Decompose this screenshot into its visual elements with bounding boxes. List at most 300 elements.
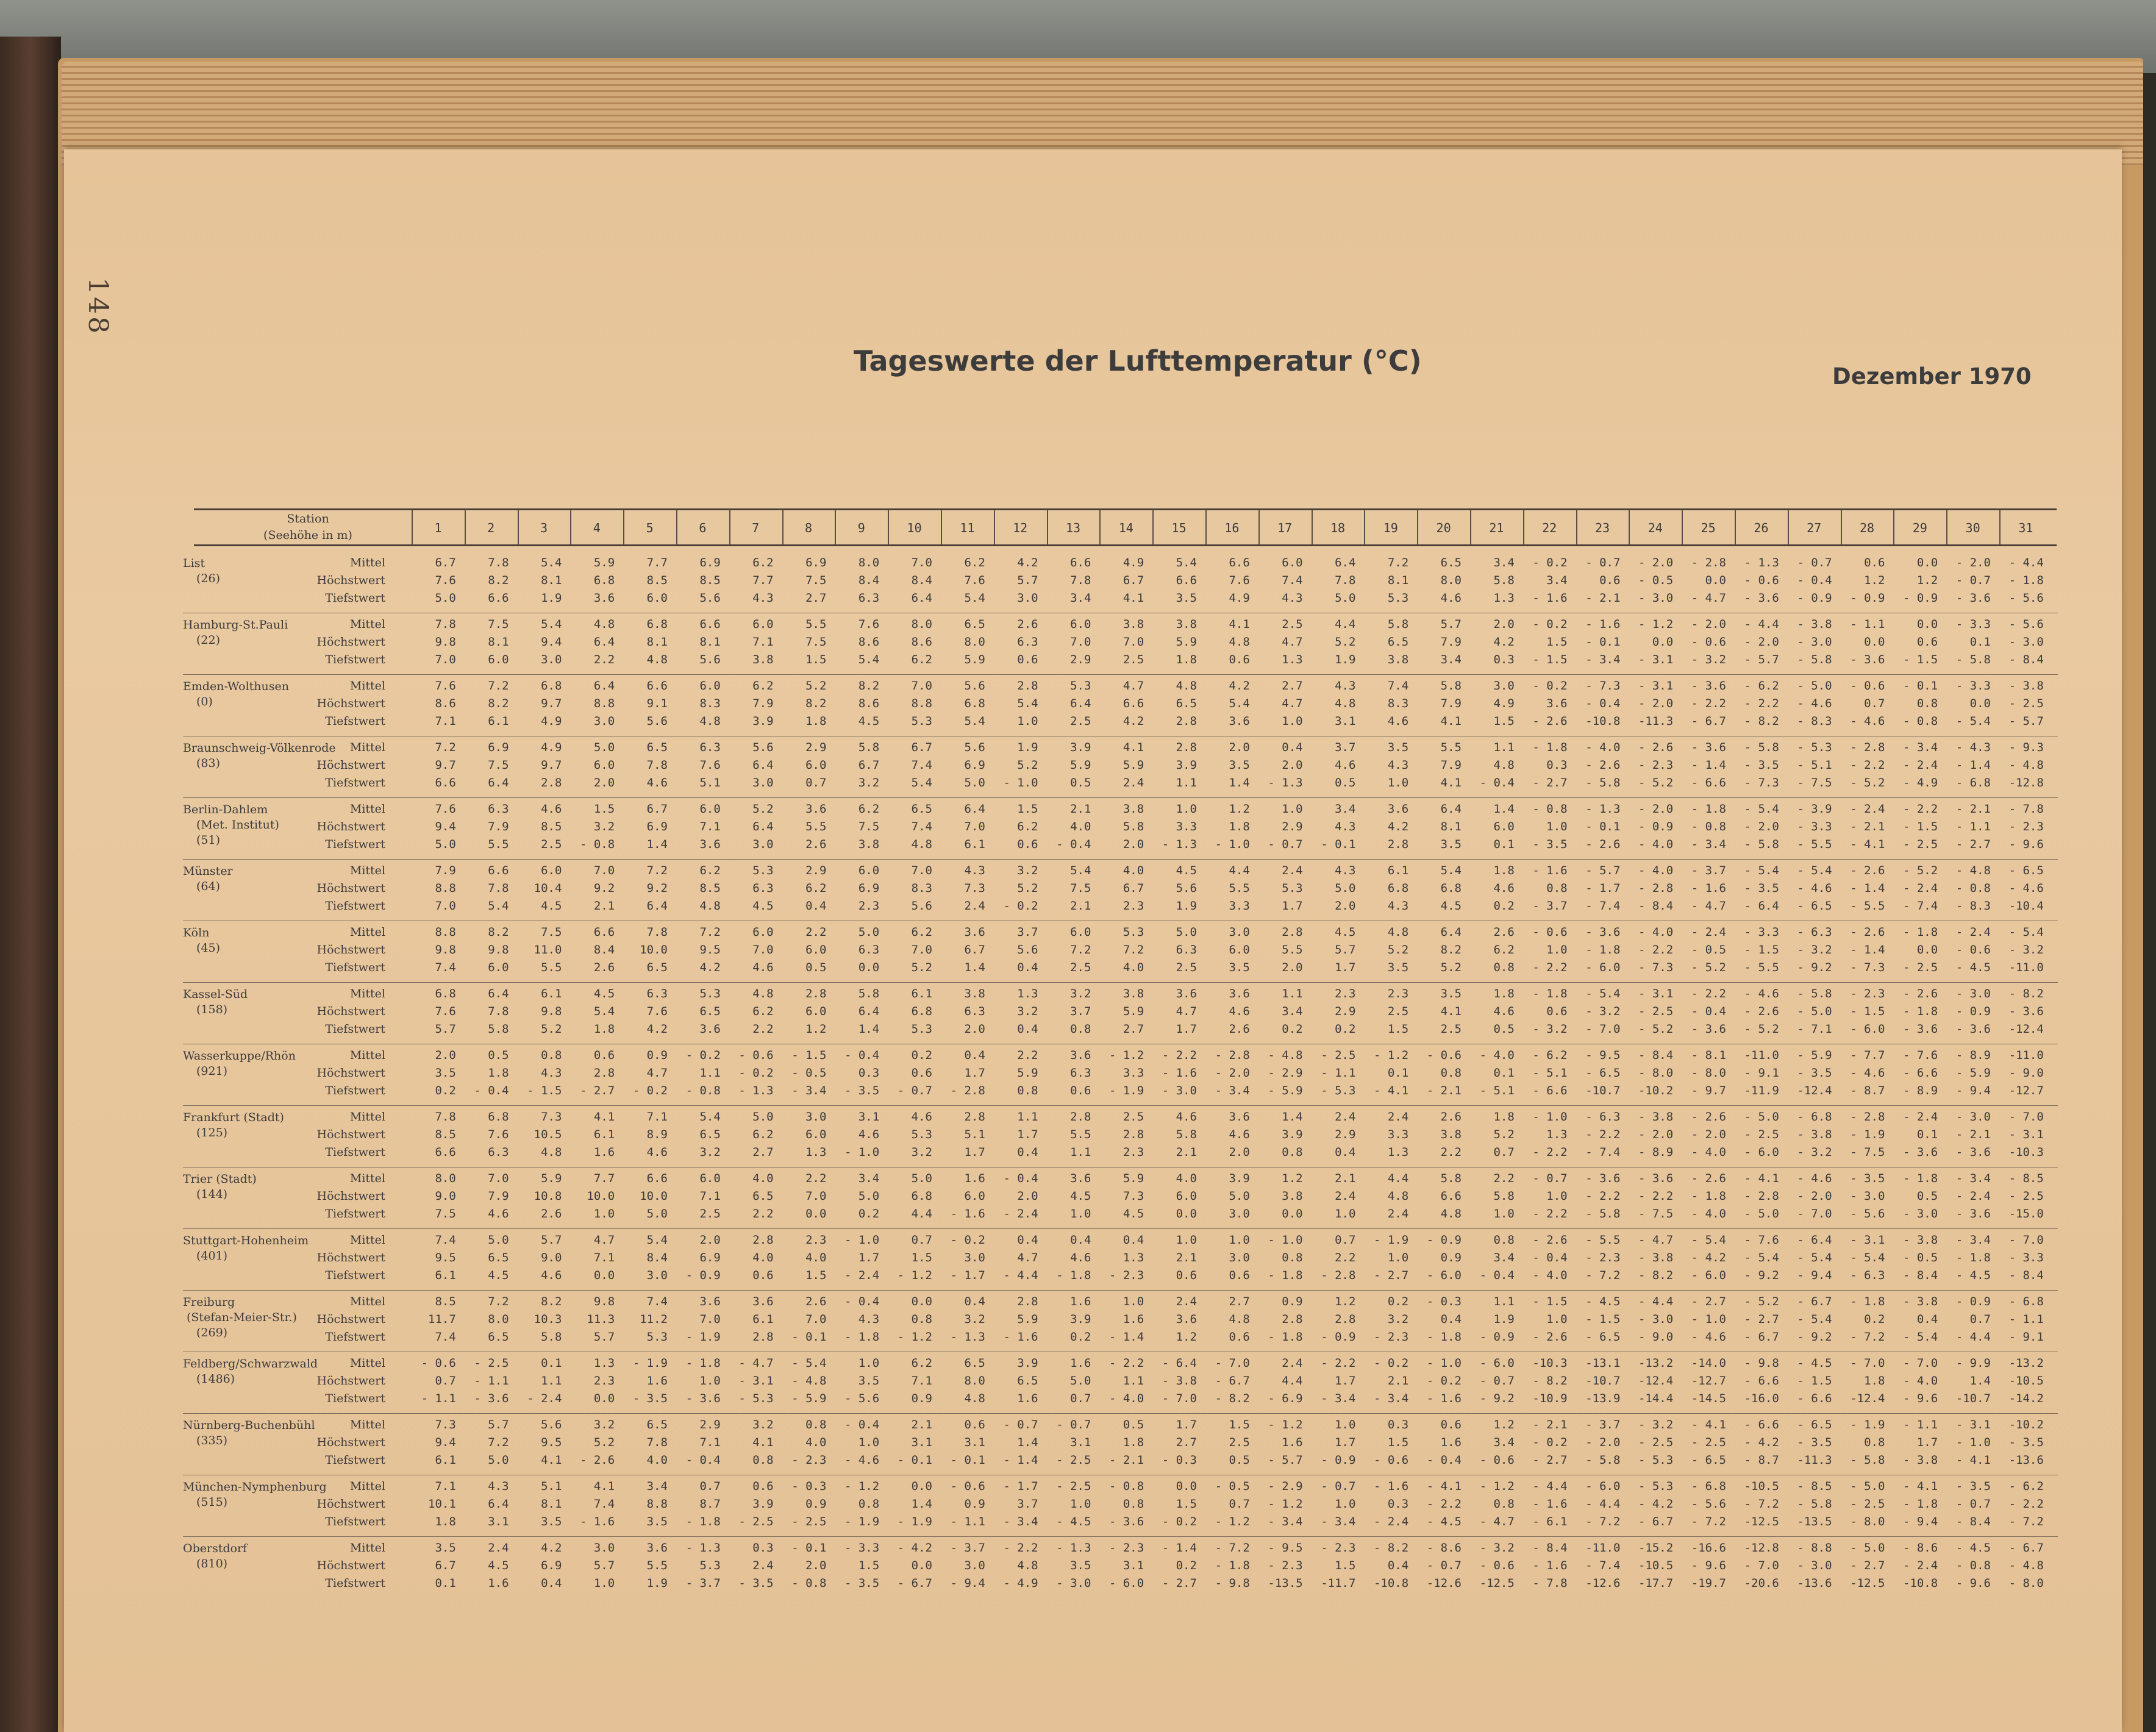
temperature-value: - 2.1 <box>1850 820 1885 833</box>
temperature-value: - 2.7 <box>1532 1453 1568 1467</box>
station-divider <box>183 1105 2058 1106</box>
temperature-value: 6.2 <box>752 556 774 569</box>
temperature-value: 5.5 <box>1229 882 1250 895</box>
temperature-value: 3.2 <box>752 1418 774 1431</box>
temperature-value: - 2.2 <box>1585 1128 1621 1141</box>
temperature-value: 1.5 <box>1387 1436 1409 1449</box>
temperature-value: - 6.8 <box>1955 776 1991 789</box>
temperature-value: 4.6 <box>858 1128 880 1141</box>
temperature-value: 5.9 <box>1017 1313 1038 1326</box>
temperature-value: 1.3 <box>1282 653 1303 666</box>
temperature-value: 2.8 <box>1335 1313 1356 1326</box>
temperature-value: 6.5 <box>964 618 985 631</box>
temperature-value: 4.8 <box>911 838 932 851</box>
temperature-value: 7.8 <box>646 1436 668 1449</box>
temperature-value: - 2.4 <box>844 1269 880 1282</box>
temperature-value: 7.9 <box>752 697 774 710</box>
temperature-value: - 8.4 <box>1955 1515 1991 1528</box>
temperature-value: - 5.3 <box>1797 741 1832 754</box>
temperature-value: 3.2 <box>858 776 880 789</box>
temperature-value: - 4.2 <box>1691 1251 1726 1264</box>
temperature-value: 8.6 <box>911 635 932 649</box>
temperature-value: 6.2 <box>911 925 932 939</box>
temperature-value: - 3.6 <box>1691 679 1726 693</box>
temperature-value: - 5.2 <box>1691 961 1726 974</box>
temperature-value: 0.6 <box>1017 838 1038 851</box>
temperature-value: 3.0 <box>964 1251 985 1264</box>
temperature-value: - 4.8 <box>2008 758 2044 772</box>
temperature-value: 8.1 <box>699 635 721 649</box>
temperature-value: - 6.4 <box>1744 899 1779 913</box>
temperature-value: - 2.2 <box>1532 1146 1568 1159</box>
temperature-value: - 1.8 <box>2008 574 2044 587</box>
temperature-value: 2.7 <box>805 591 827 605</box>
temperature-value: - 7.0 <box>1744 1559 1779 1572</box>
temperature-value: - 0.4 <box>685 1453 721 1467</box>
temperature-value: 1.5 <box>1387 1022 1409 1036</box>
temperature-value: 2.0 <box>1229 741 1250 754</box>
temperature-value: 4.8 <box>1335 697 1356 710</box>
temperature-value: - 2.5 <box>1638 1005 1674 1018</box>
temperature-value: 3.8 <box>858 838 880 851</box>
temperature-value: 2.7 <box>1176 1436 1197 1449</box>
station-name-line: (26) <box>196 572 221 585</box>
temperature-value: - 2.0 <box>1638 802 1674 816</box>
temperature-value: 0.7 <box>1864 697 1885 710</box>
temperature-value: - 5.2 <box>1744 1022 1779 1036</box>
temperature-value: 3.6 <box>646 1541 668 1555</box>
temperature-value: - 5.2 <box>1902 864 1938 877</box>
temperature-value: 2.1 <box>911 1418 932 1431</box>
temperature-value: 3.6 <box>1229 715 1250 728</box>
temperature-value: - 6.6 <box>1691 776 1726 789</box>
temperature-value: 1.7 <box>1335 1436 1356 1449</box>
temperature-value: -11.0 <box>1585 1541 1621 1555</box>
temperature-value: - 1.8 <box>1426 1330 1462 1344</box>
temperature-value: - 0.9 <box>1321 1453 1356 1467</box>
temperature-value: 3.4 <box>1493 1251 1515 1264</box>
temperature-value: 7.9 <box>1440 635 1462 649</box>
temperature-value: 4.8 <box>1229 1313 1250 1326</box>
temperature-value: - 2.7 <box>1850 1559 1885 1572</box>
temperature-value: 1.5 <box>1229 1418 1250 1431</box>
temperature-value: - 7.8 <box>1532 1577 1568 1590</box>
day-header: 16 <box>1224 521 1240 535</box>
temperature-value: - 0.3 <box>1162 1453 1197 1467</box>
temperature-value: 8.2 <box>1440 943 1462 957</box>
temperature-value: 6.7 <box>1123 574 1144 587</box>
temperature-value: 7.9 <box>1440 758 1462 772</box>
temperature-value: - 1.5 <box>1585 1313 1621 1326</box>
temperature-value: - 1.4 <box>1850 943 1885 957</box>
temperature-value: 0.8 <box>1916 697 1938 710</box>
temperature-value: - 4.0 <box>1479 1049 1515 1062</box>
temperature-value: 6.1 <box>752 1313 774 1326</box>
temperature-value: - 0.6 <box>1850 679 1885 693</box>
temperature-value: 8.2 <box>488 697 509 710</box>
temperature-value: 4.5 <box>541 899 562 913</box>
row-label: Mittel <box>349 802 385 816</box>
temperature-value: 6.5 <box>646 741 668 754</box>
temperature-value: - 1.2 <box>1108 1049 1144 1062</box>
temperature-value: 7.6 <box>435 574 456 587</box>
row-label: Höchstwert <box>316 1374 385 1388</box>
station-name-line: Braunschweig-Völkenrode <box>183 741 336 755</box>
temperature-value: 2.0 <box>1282 961 1303 974</box>
temperature-value: 2.8 <box>1017 679 1038 693</box>
temperature-value: 0.6 <box>1599 574 1621 587</box>
temperature-value: 2.8 <box>1176 741 1197 754</box>
temperature-value: 2.8 <box>1282 925 1303 939</box>
temperature-value: 4.8 <box>752 987 774 1000</box>
temperature-value: 2.0 <box>593 776 615 789</box>
row-label: Mittel <box>349 1480 385 1493</box>
temperature-value: 6.9 <box>699 556 721 569</box>
temperature-value: 4.7 <box>1176 1005 1197 1018</box>
temperature-value: 3.9 <box>1176 758 1197 772</box>
temperature-value: 4.0 <box>805 1436 827 1449</box>
temperature-value: 0.3 <box>1387 1418 1409 1431</box>
day-header: 30 <box>1965 521 1980 535</box>
temperature-value: 3.9 <box>1070 741 1091 754</box>
temperature-value: - 2.2 <box>1426 1497 1462 1511</box>
temperature-value: 6.4 <box>488 776 509 789</box>
temperature-value: 7.5 <box>488 618 509 631</box>
day-header: 12 <box>1013 521 1028 535</box>
temperature-value: 0.8 <box>1282 1146 1303 1159</box>
temperature-value: - 3.2 <box>1797 943 1832 957</box>
temperature-value: 4.5 <box>1123 1207 1144 1221</box>
temperature-value: 7.5 <box>805 635 827 649</box>
temperature-value: 0.8 <box>1123 1497 1144 1511</box>
temperature-value: 6.6 <box>435 776 456 789</box>
temperature-value: - 1.2 <box>1268 1418 1303 1431</box>
row-label: Höchstwert <box>316 758 385 772</box>
temperature-value: 0.6 <box>1546 1005 1568 1018</box>
temperature-value: 6.8 <box>911 1005 932 1018</box>
temperature-value: 2.5 <box>1070 715 1091 728</box>
temperature-value: 3.0 <box>1493 679 1515 693</box>
temperature-value: - 7.2 <box>1585 1515 1621 1528</box>
temperature-value: - 7.2 <box>2008 1515 2044 1528</box>
temperature-value: 6.4 <box>646 899 668 913</box>
temperature-value: 5.8 <box>858 987 880 1000</box>
temperature-value: 4.9 <box>1123 556 1144 569</box>
temperature-value: 6.7 <box>964 943 985 957</box>
temperature-value: 2.8 <box>541 776 562 789</box>
temperature-value: 1.7 <box>858 1251 880 1264</box>
temperature-value: - 5.0 <box>1850 1480 1885 1493</box>
temperature-value: 5.0 <box>435 838 456 851</box>
temperature-value: 3.2 <box>699 1146 721 1159</box>
station-name-line: (158) <box>196 1003 228 1016</box>
temperature-value: - 2.1 <box>1532 1418 1568 1431</box>
temperature-value: 5.8 <box>541 1330 562 1344</box>
temperature-value: 5.0 <box>911 1172 932 1185</box>
temperature-value: - 8.2 <box>2008 987 2044 1000</box>
temperature-value: 3.0 <box>752 776 774 789</box>
temperature-value: 5.5 <box>488 838 509 851</box>
temperature-value: 1.1 <box>1493 741 1515 754</box>
temperature-value: 0.4 <box>1387 1559 1409 1572</box>
temperature-value: - 2.2 <box>2008 1497 2044 1511</box>
temperature-value: - 4.1 <box>1744 1172 1779 1185</box>
temperature-value: - 2.3 <box>1638 758 1674 772</box>
temperature-value: 0.2 <box>1070 1330 1091 1344</box>
temperature-value: 3.8 <box>1123 987 1144 1000</box>
temperature-value: - 9.6 <box>2008 838 2044 851</box>
temperature-value: 2.8 <box>1017 1295 1038 1308</box>
temperature-value: 4.3 <box>1387 758 1409 772</box>
temperature-value: - 4.2 <box>1638 1497 1674 1511</box>
temperature-value: 4.5 <box>1335 925 1356 939</box>
temperature-value: 6.9 <box>541 1559 562 1572</box>
temperature-value: 2.9 <box>805 741 827 754</box>
temperature-value: 4.5 <box>1440 899 1462 913</box>
row-label: Tiefstwert <box>325 1515 385 1528</box>
temperature-value: - 0.9 <box>1638 820 1674 833</box>
station-name-line: (83) <box>196 757 221 770</box>
temperature-value: 1.8 <box>593 1022 615 1036</box>
day-header: 31 <box>2018 521 2033 535</box>
temperature-value: 7.1 <box>752 635 774 649</box>
temperature-value: -14.0 <box>1691 1356 1726 1370</box>
temperature-value: 5.2 <box>1387 943 1409 957</box>
temperature-value: 5.0 <box>1335 591 1356 605</box>
temperature-value: 0.6 <box>964 1418 985 1431</box>
temperature-value: 1.7 <box>1335 1374 1356 1388</box>
temperature-value: 5.8 <box>488 1022 509 1036</box>
temperature-value: - 2.3 <box>1108 1269 1144 1282</box>
day-header: 19 <box>1383 521 1398 535</box>
temperature-value: 5.5 <box>1282 943 1303 957</box>
temperature-value: 8.8 <box>435 925 456 939</box>
temperature-value: 4.0 <box>752 1251 774 1264</box>
day-header: 15 <box>1171 521 1187 535</box>
temperature-value: - 0.1 <box>791 1541 827 1555</box>
temperature-value: - 3.8 <box>1797 1128 1832 1141</box>
temperature-value: - 1.8 <box>1215 1559 1250 1572</box>
temperature-value: 0.7 <box>1229 1497 1250 1511</box>
temperature-value: 2.8 <box>593 1066 615 1080</box>
temperature-value: 1.0 <box>858 1436 880 1449</box>
temperature-value: -16.6 <box>1691 1541 1726 1555</box>
temperature-value: 9.0 <box>435 1189 456 1203</box>
temperature-value: 4.8 <box>646 653 668 666</box>
temperature-value: 5.9 <box>593 556 615 569</box>
temperature-value: - 3.2 <box>1797 1146 1832 1159</box>
temperature-value: 7.6 <box>435 1005 456 1018</box>
temperature-value: 1.9 <box>1493 1313 1515 1326</box>
temperature-value: 7.2 <box>435 741 456 754</box>
temperature-value: 6.2 <box>1493 943 1515 957</box>
temperature-value: 5.8 <box>1440 679 1462 693</box>
temperature-value: -12.8 <box>2008 776 2044 789</box>
temperature-value: 4.0 <box>1070 820 1091 833</box>
temperature-value: - 2.0 <box>1638 1128 1674 1141</box>
temperature-value: - 5.9 <box>1955 1066 1991 1080</box>
temperature-value: 6.2 <box>699 864 721 877</box>
temperature-value: 7.4 <box>911 820 932 833</box>
temperature-value: - 5.0 <box>1850 1541 1885 1555</box>
temperature-value: 4.9 <box>1493 697 1515 710</box>
temperature-value: 0.4 <box>1017 961 1038 974</box>
temperature-value: 10.3 <box>534 1313 562 1326</box>
temperature-value: - 3.6 <box>1850 653 1885 666</box>
temperature-value: 5.2 <box>752 802 774 816</box>
temperature-value: 7.0 <box>911 556 932 569</box>
temperature-value: -12.8 <box>1744 1541 1779 1555</box>
temperature-value: 8.3 <box>911 882 932 895</box>
temperature-value: 5.4 <box>646 1233 668 1247</box>
temperature-value: - 9.1 <box>2008 1330 2044 1344</box>
row-label: Höchstwert <box>316 882 385 895</box>
temperature-value: - 6.4 <box>1797 1233 1832 1247</box>
temperature-value: 4.3 <box>752 591 774 605</box>
temperature-value: 2.0 <box>1229 1146 1250 1159</box>
row-label: Tiefstwert <box>325 591 385 605</box>
temperature-value: 1.5 <box>858 1559 880 1572</box>
temperature-value: -10.8 <box>1585 715 1621 728</box>
temperature-value: - 3.1 <box>2008 1128 2044 1141</box>
day-header: 9 <box>857 521 865 535</box>
temperature-value: - 4.5 <box>1585 1295 1621 1308</box>
temperature-value: 7.2 <box>1387 556 1409 569</box>
temperature-value: 8.5 <box>699 574 721 587</box>
temperature-value: 7.6 <box>435 802 456 816</box>
temperature-value: - 3.2 <box>1479 1541 1515 1555</box>
temperature-value: 2.1 <box>1176 1146 1197 1159</box>
temperature-value: - 2.2 <box>1638 943 1674 957</box>
temperature-value: 5.5 <box>1070 1128 1091 1141</box>
temperature-value: 1.8 <box>1176 653 1197 666</box>
temperature-value: - 1.5 <box>1532 653 1568 666</box>
temperature-value: - 2.4 <box>1902 758 1938 772</box>
temperature-value: 6.1 <box>541 987 562 1000</box>
temperature-value: 1.5 <box>1176 1497 1197 1511</box>
temperature-value: - 3.5 <box>632 1392 668 1405</box>
temperature-value: 6.4 <box>1440 802 1462 816</box>
temperature-value: 0.2 <box>1282 1022 1303 1036</box>
temperature-value: 2.1 <box>593 899 615 913</box>
temperature-value: 5.8 <box>1123 820 1144 833</box>
temperature-value: - 4.5 <box>1955 1541 1991 1555</box>
temperature-value: 1.0 <box>1176 802 1197 816</box>
temperature-value: 6.5 <box>1176 697 1197 710</box>
temperature-value: - 4.0 <box>1638 864 1674 877</box>
temperature-value: 0.4 <box>805 899 827 913</box>
temperature-value: 9.8 <box>435 635 456 649</box>
temperature-value: 3.9 <box>752 1497 774 1511</box>
day-header: 26 <box>1754 521 1769 535</box>
temperature-value: 2.4 <box>752 1559 774 1572</box>
temperature-value: 2.1 <box>1387 1374 1409 1388</box>
temperature-value: 7.4 <box>911 758 932 772</box>
temperature-value: 0.4 <box>541 1577 562 1590</box>
station-name-line: Berlin-Dahlem <box>183 803 268 816</box>
temperature-value: 2.0 <box>1335 899 1356 913</box>
temperature-value: - 6.5 <box>1797 1418 1832 1431</box>
temperature-value: - 2.1 <box>1955 802 1991 816</box>
temperature-value: - 2.9 <box>1268 1066 1303 1080</box>
temperature-value: - 5.0 <box>1744 1207 1779 1221</box>
temperature-value: 0.8 <box>1440 1066 1462 1080</box>
temperature-value: 0.5 <box>488 1049 509 1062</box>
temperature-value: 2.4 <box>488 1541 509 1555</box>
temperature-value: 8.7 <box>699 1497 721 1511</box>
row-label: Tiefstwert <box>325 1084 385 1097</box>
temperature-value: 4.8 <box>699 899 721 913</box>
temperature-value: - 0.6 <box>421 1356 456 1370</box>
temperature-value: 7.8 <box>646 925 668 939</box>
temperature-value: - 6.0 <box>1426 1269 1462 1282</box>
temperature-value: - 0.2 <box>1426 1374 1462 1388</box>
temperature-value: - 0.9 <box>1321 1330 1356 1344</box>
station-name-line: (401) <box>196 1249 228 1263</box>
temperature-value: 4.5 <box>752 899 774 913</box>
row-label: Höchstwert <box>316 1313 385 1326</box>
temperature-value: 5.9 <box>541 1172 562 1185</box>
temperature-value: - 2.2 <box>1850 758 1885 772</box>
temperature-value: 5.0 <box>1229 1189 1250 1203</box>
temperature-value: - 1.2 <box>1268 1497 1303 1511</box>
temperature-value: 1.4 <box>858 1022 880 1036</box>
temperature-value: - 8.8 <box>1797 1541 1832 1555</box>
day-header: 28 <box>1859 521 1875 535</box>
temperature-value: 3.9 <box>1282 1128 1303 1141</box>
temperature-value: 5.2 <box>805 679 827 693</box>
temperature-value: 7.8 <box>1335 574 1356 587</box>
temperature-value: - 2.6 <box>1744 1005 1779 1018</box>
row-label: Mittel <box>349 925 385 939</box>
temperature-value: - 2.8 <box>1691 556 1726 569</box>
temperature-value: 7.1 <box>593 1251 615 1264</box>
temperature-value: 3.6 <box>1070 1172 1091 1185</box>
temperature-value: 0.2 <box>1176 1559 1197 1572</box>
temperature-value: - 5.0 <box>1797 1005 1832 1018</box>
temperature-value: 0.9 <box>911 1392 932 1405</box>
temperature-value: 5.6 <box>1176 882 1197 895</box>
temperature-value: 2.1 <box>1070 899 1091 913</box>
temperature-value: - 3.4 <box>1955 1172 1991 1185</box>
temperature-value: - 5.8 <box>1585 1207 1621 1221</box>
temperature-value: 1.1 <box>1282 987 1303 1000</box>
temperature-value: - 6.1 <box>1532 1515 1568 1528</box>
row-label: Mittel <box>349 864 385 877</box>
temperature-value: 3.0 <box>593 1541 615 1555</box>
temperature-value: - 4.8 <box>791 1374 827 1388</box>
temperature-value: - 3.8 <box>2008 679 2044 693</box>
temperature-value: - 2.6 <box>1638 741 1674 754</box>
temperature-value: 3.8 <box>1440 1128 1462 1141</box>
temperature-value: - 2.7 <box>1955 838 1991 851</box>
temperature-value: - 5.9 <box>1797 1049 1832 1062</box>
temperature-value: - 3.5 <box>1797 1436 1832 1449</box>
temperature-value: 3.7 <box>1335 741 1356 754</box>
temperature-value: -12.5 <box>1479 1577 1515 1590</box>
temperature-value: 0.1 <box>1969 635 1991 649</box>
temperature-value: 0.0 <box>911 1480 932 1493</box>
temperature-value: - 2.2 <box>1532 961 1568 974</box>
temperature-value: - 5.8 <box>1797 1497 1832 1511</box>
temperature-value: 0.0 <box>1916 943 1938 957</box>
temperature-value: 3.2 <box>964 1313 985 1326</box>
temperature-value: - 5.8 <box>1797 987 1832 1000</box>
temperature-value: 3.7 <box>1070 1005 1091 1018</box>
temperature-value: - 0.2 <box>1373 1356 1409 1370</box>
temperature-value: 3.2 <box>1070 987 1091 1000</box>
temperature-value: - 2.3 <box>791 1453 827 1467</box>
